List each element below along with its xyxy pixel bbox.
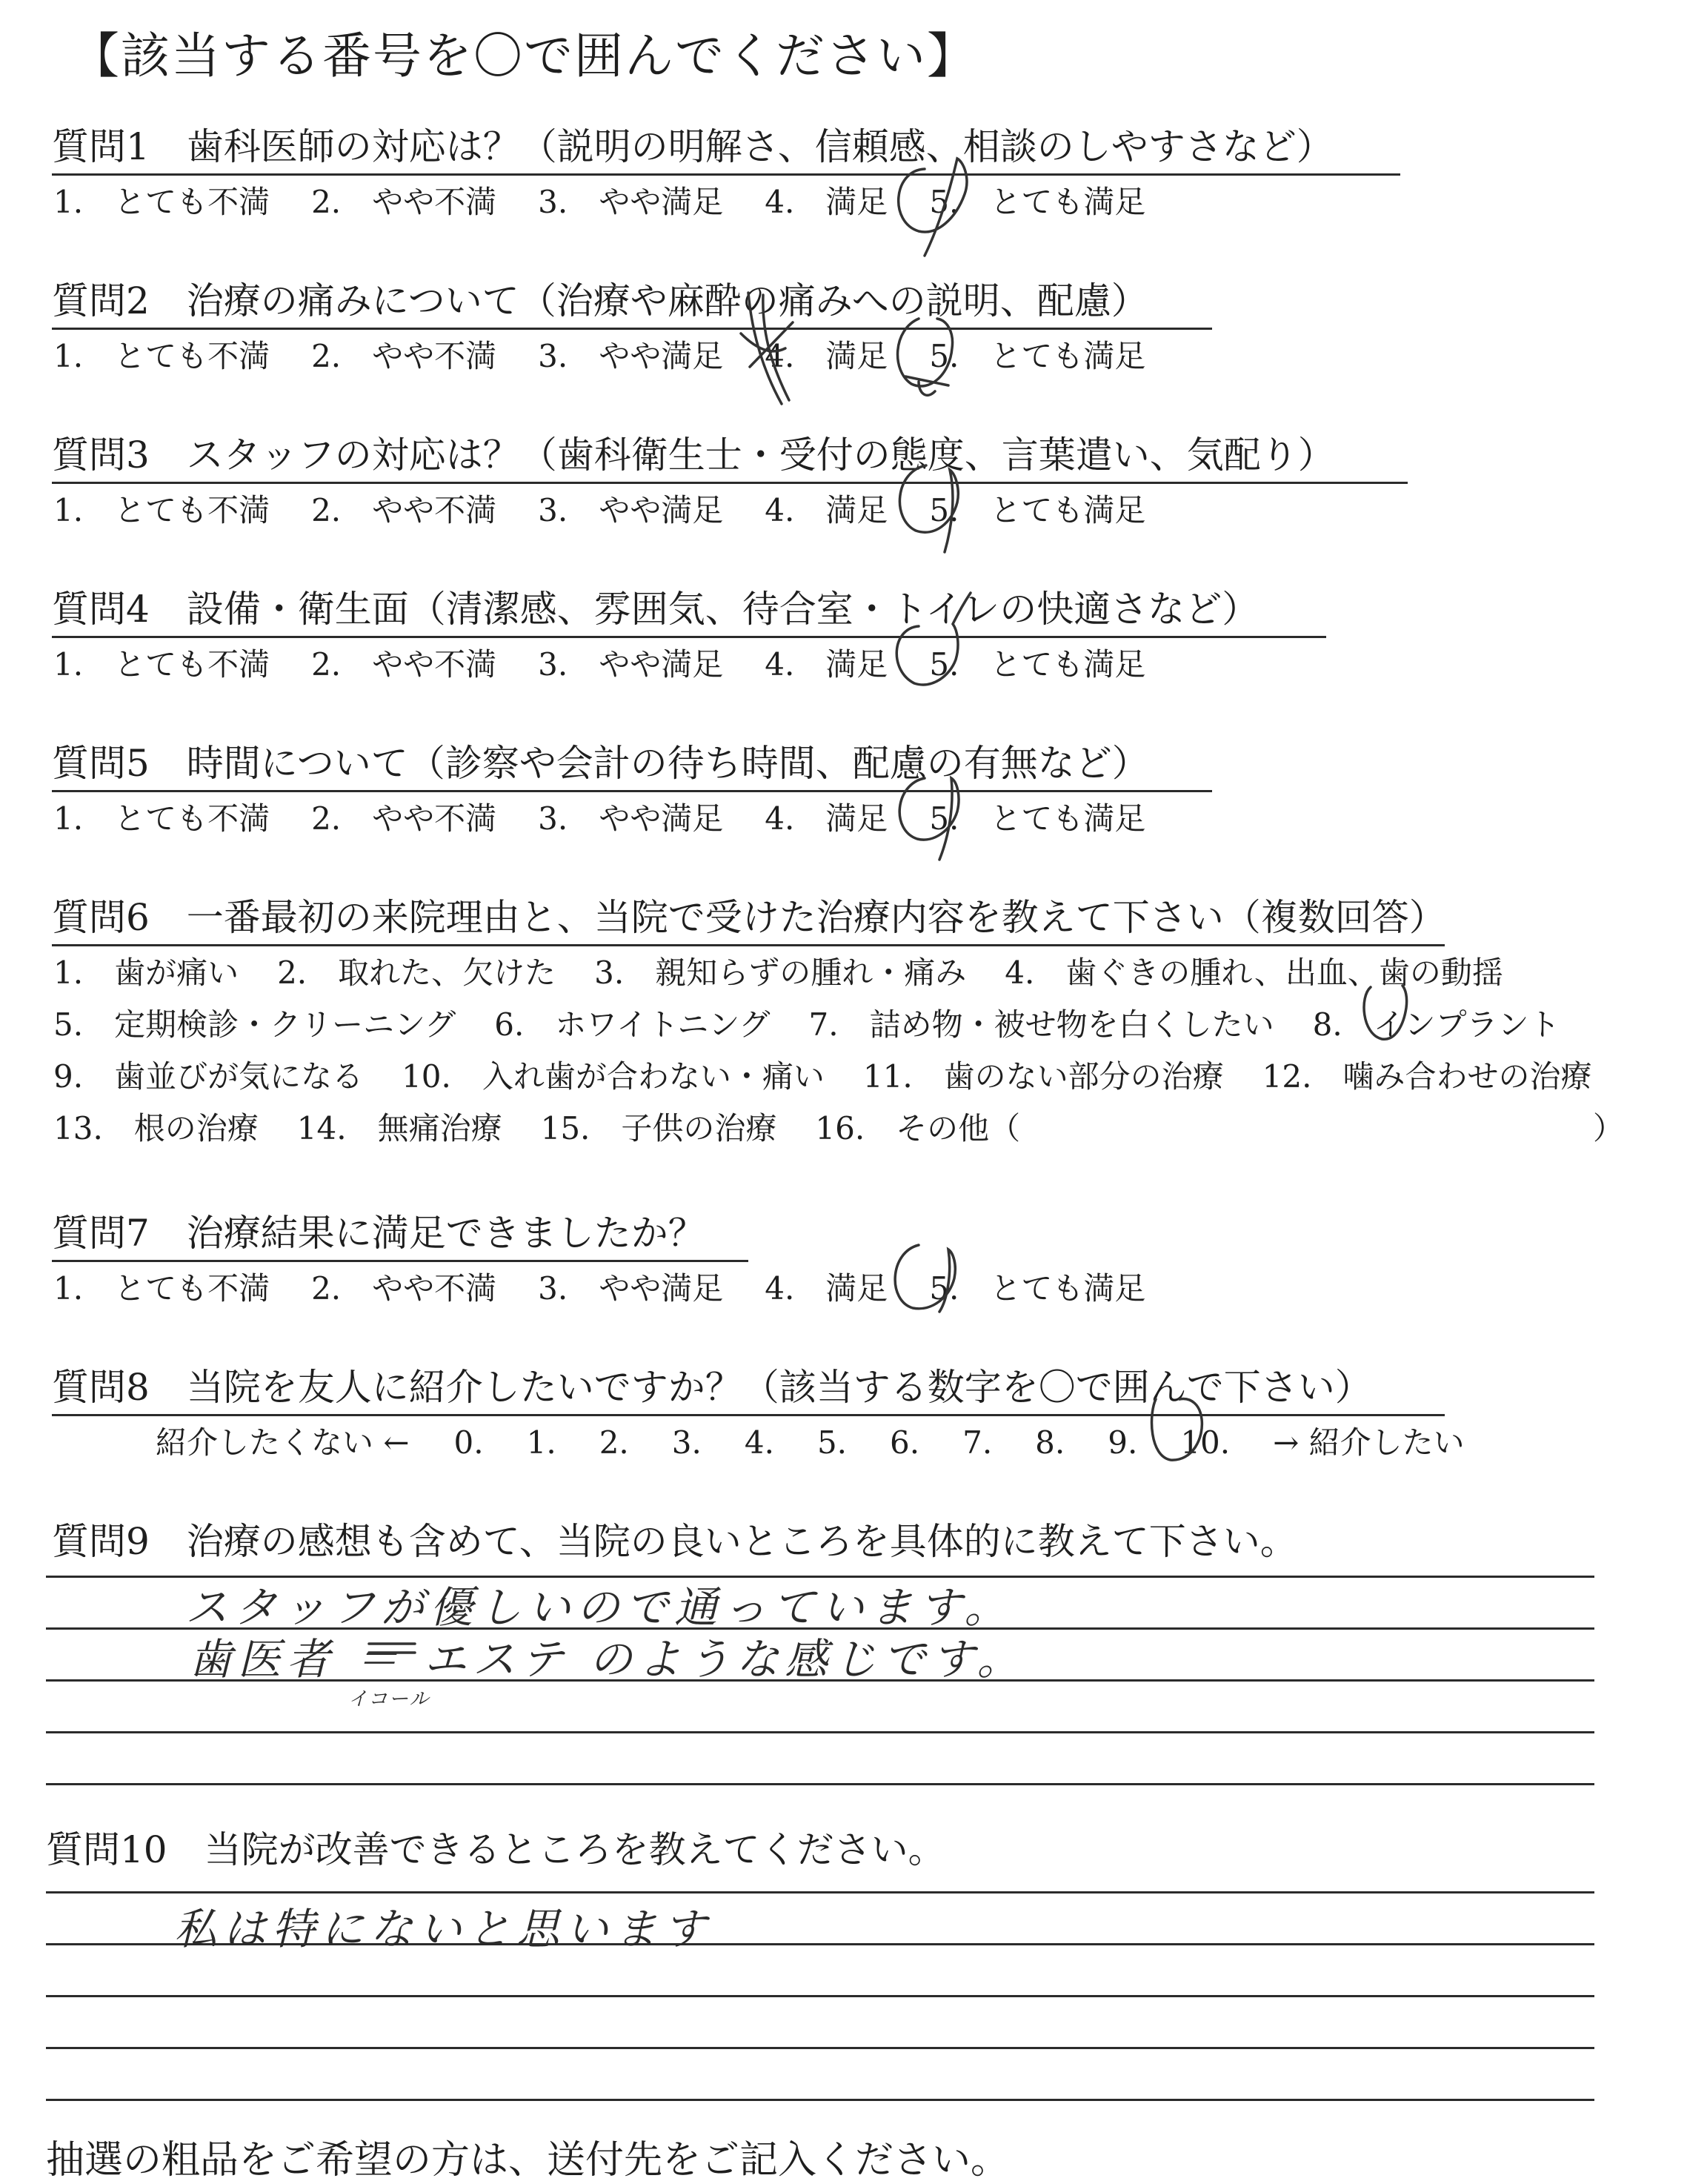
q6-option[interactable]: 11. 歯のない部分の治療 — [862, 1058, 1224, 1095]
option-4[interactable]: 4. 満足 — [765, 646, 888, 683]
question-7-label: 質問7 治療結果に満足できましたか？ — [52, 1204, 748, 1262]
scale-4[interactable]: 4. — [744, 1424, 774, 1461]
option-5[interactable]: 5. とても満足 — [929, 184, 1146, 220]
question-8-label: 質問8 当院を友人に紹介したいですか？（該当する数字を〇で囲んで下さい） — [52, 1358, 1445, 1416]
option-3[interactable]: 3. やや満足 — [538, 184, 724, 220]
option-2[interactable]: 2. やや不満 — [311, 1270, 497, 1307]
option-4[interactable]: 4. 満足 — [765, 184, 888, 220]
q6-option[interactable]: 12. 噛み合わせの治療 — [1262, 1058, 1592, 1095]
scale-2[interactable]: 2. — [599, 1424, 629, 1461]
option-4[interactable]: 4. 満足 — [765, 800, 888, 837]
q6-option[interactable]: 13. 根の治療 — [53, 1110, 259, 1146]
option-5[interactable]: 5. とても満足 — [929, 492, 1146, 528]
option-2[interactable]: 2. やや不満 — [311, 646, 497, 683]
scale-6[interactable]: 6. — [890, 1424, 920, 1461]
option-5[interactable]: 5. とても満足 — [929, 338, 1146, 374]
q6-option[interactable]: 9. 歯並びが気になる — [53, 1058, 364, 1095]
question-1-label: 質問1 歯科医師の対応は？（説明の明解さ、信頼感、相談のしやすさなど） — [52, 117, 1400, 176]
option-1[interactable]: 1. とても不満 — [53, 1270, 270, 1307]
question-5-label: 質問5 時間について（診察や会計の待ち時間、配慮の有無など） — [52, 734, 1212, 792]
q6-option[interactable]: 3. 親知らずの腫れ・痛み — [594, 955, 967, 991]
q6-option[interactable]: 10. 入れ歯が合わない・痛い — [402, 1058, 825, 1095]
question-4-options — [53, 640, 1187, 685]
option-3[interactable]: 3. やや満足 — [538, 1270, 724, 1307]
q6-option[interactable]: 15. 子供の治療 — [540, 1110, 777, 1146]
question-4-label: 質問4 設備・衛生面（清潔感、雰囲気、待合室・トイレの快適さなど） — [52, 580, 1326, 638]
q6-option[interactable]: 5. 定期検診・クリーニング — [53, 1006, 456, 1043]
question-9-label: 質問9 治療の感想も含めて、当院の良いところを具体的に教えて下さい。 — [52, 1520, 1297, 1563]
option-4[interactable]: 4. 満足 — [765, 492, 888, 528]
answer-line — [46, 1783, 1594, 1785]
q6-option[interactable]: 14. 無痛治療 — [296, 1110, 502, 1146]
question-10-label: 質問10 当院が改善できるところを教えてください。 — [46, 1828, 945, 1871]
q9-answer-line-1: スタッフが優しいので通っています。 — [185, 1582, 1014, 1633]
scale-right-label: → 紹介したい — [1273, 1424, 1465, 1461]
question-6-row-4 — [53, 1104, 1059, 1149]
q6-option[interactable]: 8. インプラント — [1312, 1006, 1560, 1043]
option-1[interactable]: 1. とても不満 — [53, 646, 270, 683]
question-6-row-2 — [53, 1000, 1599, 1045]
question-1-options — [53, 178, 1187, 222]
q6-option[interactable]: 7. 詰め物・被せ物を白くしたい — [808, 1006, 1274, 1043]
option-2[interactable]: 2. やや不満 — [311, 800, 497, 837]
answer-line — [46, 1731, 1594, 1733]
q6-option[interactable]: 4. 歯ぐきの腫れ、出血、歯の動揺 — [1005, 955, 1503, 991]
option-3[interactable]: 3. やや満足 — [538, 646, 724, 683]
scale-left-label: 紹介したくない ← — [156, 1424, 410, 1461]
q9-annotation: イコール — [348, 1688, 430, 1710]
scale-10[interactable]: 10. — [1180, 1424, 1231, 1461]
scale-9[interactable]: 9. — [1108, 1424, 1138, 1461]
question-3-options — [53, 486, 1187, 531]
q9-answer-line-2: 歯医者 ＝ エステ のような感じです。 — [189, 1634, 1026, 1685]
scale-5[interactable]: 5. — [816, 1424, 848, 1461]
q6-option[interactable]: 1. 歯が痛い — [53, 955, 239, 991]
answer-line — [46, 2099, 1594, 2101]
scale-7[interactable]: 7. — [962, 1424, 993, 1461]
option-1[interactable]: 1. とても不満 — [53, 492, 270, 528]
option-2[interactable]: 2. やや不満 — [311, 338, 497, 374]
question-3-label: 質問3 スタッフの対応は？（歯科衛生士・受付の態度、言葉遣い、気配り） — [52, 425, 1408, 484]
answer-line — [46, 2047, 1594, 2049]
option-3[interactable]: 3. やや満足 — [538, 800, 724, 837]
q6-option-other[interactable]: 16. その他（ — [815, 1110, 1021, 1146]
answer-line — [46, 1995, 1594, 1997]
question-6-row-1 — [53, 949, 1542, 993]
cross-mark-q2 — [905, 376, 948, 395]
question-5-options — [53, 794, 1187, 839]
question-6-row-3 — [53, 1052, 1630, 1097]
question-2-label: 質問2 治療の痛みについて（治療や麻酔の痛みへの説明、配慮） — [52, 271, 1212, 330]
question-2-options — [53, 332, 1187, 376]
option-1[interactable]: 1. とても不満 — [53, 800, 270, 837]
scale-3[interactable]: 3. — [671, 1424, 702, 1461]
q6-option[interactable]: 2. 取れた、欠けた — [277, 955, 556, 991]
option-2[interactable]: 2. やや不満 — [311, 492, 497, 528]
question-6-label: 質問6 一番最初の来院理由と、当院で受けた治療内容を教えて下さい（複数回答） — [52, 888, 1445, 946]
form-title: 【該当する番号を〇で囲んでください】 — [70, 27, 977, 84]
option-1[interactable]: 1. とても不満 — [53, 184, 270, 220]
scale-1[interactable]: 1. — [526, 1424, 556, 1461]
option-4[interactable]: 4. 満足 — [765, 338, 888, 374]
other-close-paren: ） — [1593, 1110, 1625, 1146]
option-5[interactable]: 5. とても満足 — [929, 646, 1146, 683]
option-5[interactable]: 5. とても満足 — [929, 800, 1146, 837]
option-4[interactable]: 4. 満足 — [765, 1270, 888, 1307]
scale-0[interactable]: 0. — [453, 1424, 484, 1461]
option-5[interactable]: 5. とても満足 — [929, 1270, 1146, 1307]
answer-line — [46, 1891, 1594, 1893]
recommend-scale — [156, 1418, 1465, 1463]
option-1[interactable]: 1. とても不満 — [53, 338, 270, 374]
option-3[interactable]: 3. やや満足 — [538, 338, 724, 374]
question-7-options — [53, 1264, 1187, 1309]
option-3[interactable]: 3. やや満足 — [538, 492, 724, 528]
option-2[interactable]: 2. やや不満 — [311, 184, 497, 220]
q10-answer: 私は特にないと思います — [174, 1904, 713, 1954]
scale-8[interactable]: 8. — [1035, 1424, 1065, 1461]
q6-option[interactable]: 6. ホワイトニング — [494, 1006, 771, 1043]
footer-instruction: 抽選の粗品をご希望の方は、送付先をご記入ください。 — [46, 2138, 1010, 2183]
